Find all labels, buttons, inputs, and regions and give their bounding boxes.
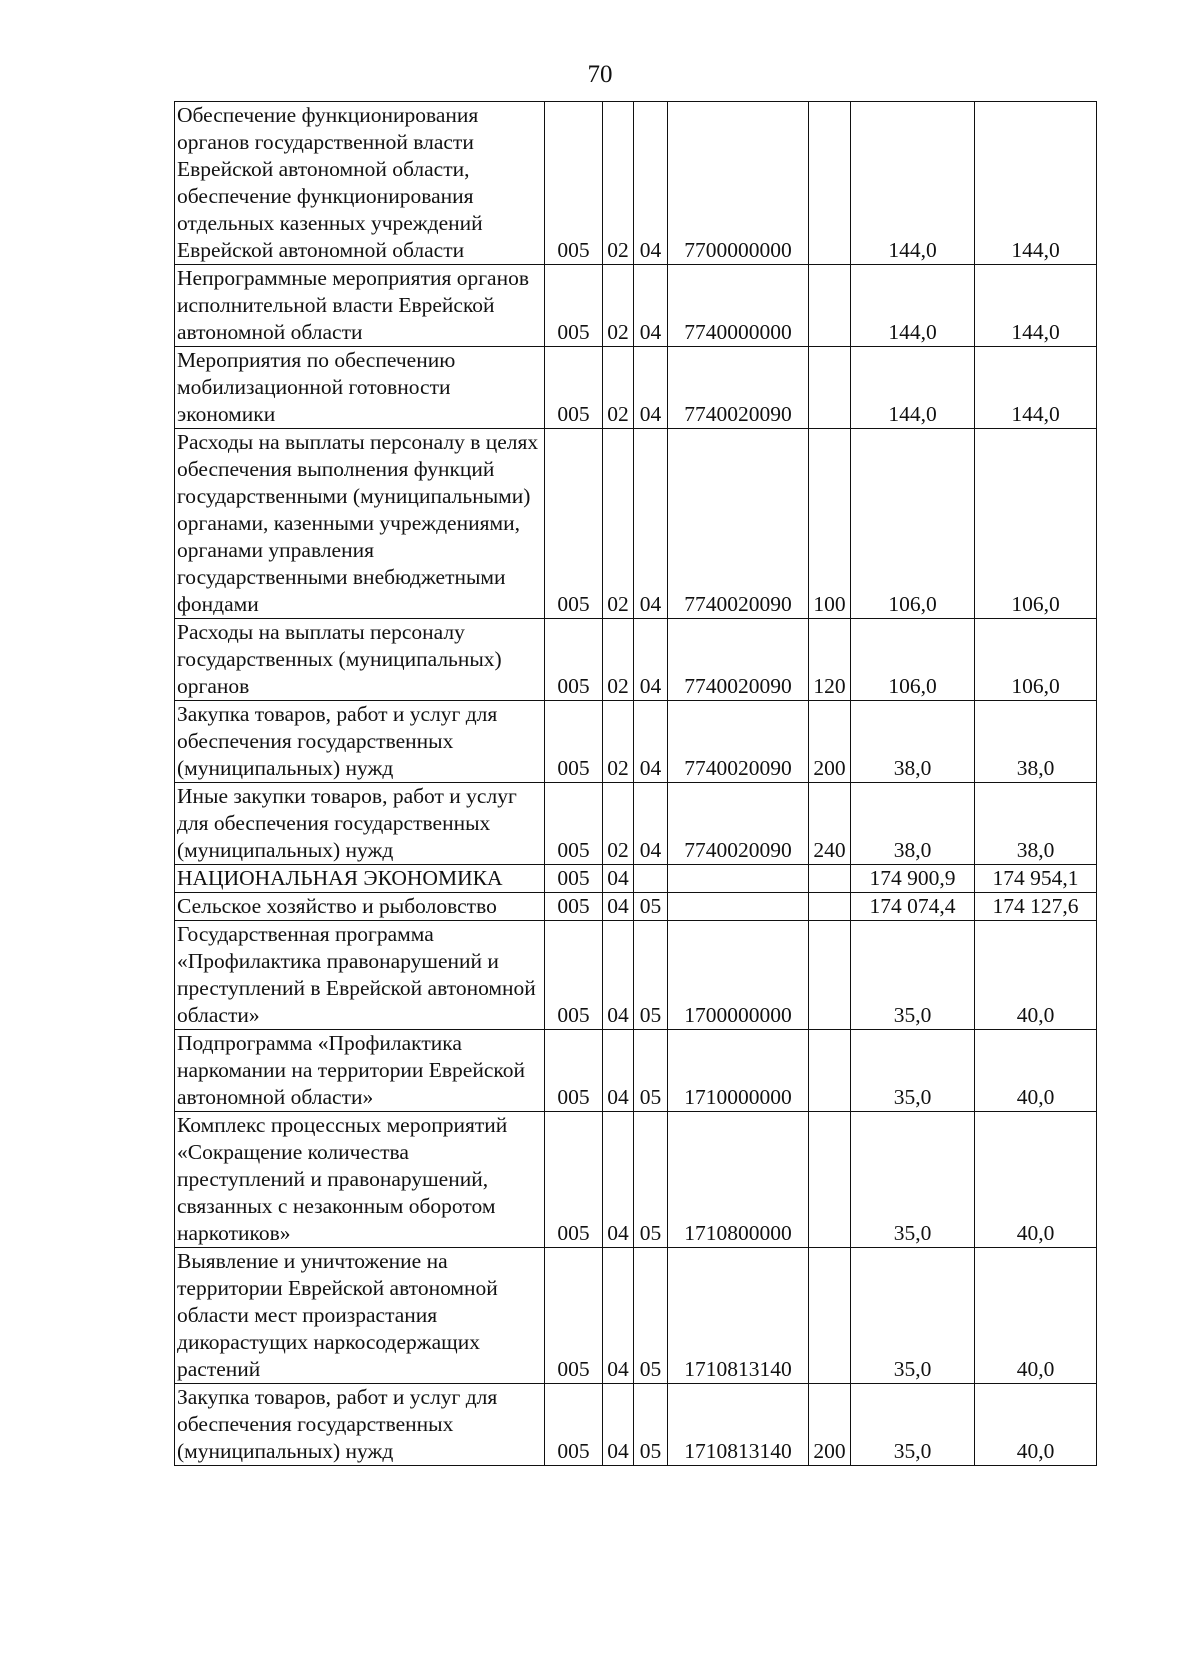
row-pr-cell: 04 <box>634 102 668 265</box>
row-name-cell: Выявление и уничтожение на территории Еврейской автономной области мест произрастания дикорастущих наркосодержащих растений <box>175 1248 545 1384</box>
row-grbs-cell: 005 <box>545 783 603 865</box>
table-row <box>175 429 1097 619</box>
row-csr-cell: 1710813140 <box>668 1248 809 1384</box>
row-sum-2025-cell: 40,0 <box>975 1112 1097 1248</box>
table-row <box>175 1384 1097 1466</box>
row-name-cell: Обеспечение функционирования органов государственной власти Еврейской автономной области, обеспечение функционирования отдельных казенных учреждений Еврейской автономной области <box>175 102 545 265</box>
row-sum-2025-cell: 106,0 <box>975 619 1097 701</box>
row-csr-cell: 1700000000 <box>668 921 809 1030</box>
budget-table <box>174 101 1097 1466</box>
row-vr-cell <box>809 265 851 347</box>
row-pr-cell: 04 <box>634 701 668 783</box>
row-pr-cell <box>634 865 668 893</box>
row-csr-cell <box>668 893 809 921</box>
row-pr-cell: 05 <box>634 1248 668 1384</box>
table-row <box>175 783 1097 865</box>
row-name-cell: Закупка товаров, работ и услуг для обеспечения государственных (муниципальных) нужд <box>175 701 545 783</box>
row-csr-cell: 1710800000 <box>668 1112 809 1248</box>
row-pr-cell: 05 <box>634 921 668 1030</box>
row-rz-cell: 02 <box>603 619 634 701</box>
row-grbs-cell: 005 <box>545 893 603 921</box>
row-vr-cell <box>809 1248 851 1384</box>
row-csr-cell: 7740020090 <box>668 783 809 865</box>
row-sum-2025-cell: 144,0 <box>975 265 1097 347</box>
row-sum-2024-cell: 35,0 <box>851 1030 975 1112</box>
row-pr-cell: 04 <box>634 429 668 619</box>
row-csr-cell: 7700000000 <box>668 102 809 265</box>
row-rz-cell: 02 <box>603 347 634 429</box>
row-vr-cell <box>809 102 851 265</box>
row-name-cell: Расходы на выплаты персоналу государственных (муниципальных) органов <box>175 619 545 701</box>
row-sum-2024-cell: 35,0 <box>851 921 975 1030</box>
row-pr-cell: 04 <box>634 265 668 347</box>
row-vr-cell <box>809 1030 851 1112</box>
row-rz-cell: 04 <box>603 1384 634 1466</box>
row-name-cell: Иные закупки товаров, работ и услуг для обеспечения государственных (муниципальных) нужд <box>175 783 545 865</box>
row-grbs-cell: 005 <box>545 1030 603 1112</box>
row-rz-cell: 04 <box>603 1030 634 1112</box>
table-row <box>175 921 1097 1030</box>
table-row <box>175 265 1097 347</box>
row-sum-2024-cell: 35,0 <box>851 1112 975 1248</box>
row-grbs-cell: 005 <box>545 265 603 347</box>
row-grbs-cell: 005 <box>545 619 603 701</box>
row-sum-2024-cell: 144,0 <box>851 265 975 347</box>
row-rz-cell: 04 <box>603 893 634 921</box>
row-grbs-cell: 005 <box>545 1384 603 1466</box>
row-csr-cell: 7740020090 <box>668 619 809 701</box>
row-csr-cell: 7740000000 <box>668 265 809 347</box>
row-name-cell: Подпрограмма «Профилактика наркомании на территории Еврейской автономной области» <box>175 1030 545 1112</box>
row-csr-cell: 7740020090 <box>668 701 809 783</box>
row-sum-2025-cell: 144,0 <box>975 347 1097 429</box>
row-name-cell: Комплекс процессных мероприятий «Сокращение количества преступлений и правонарушений, связанных с незаконным оборотом наркотиков» <box>175 1112 545 1248</box>
table-row <box>175 701 1097 783</box>
row-rz-cell: 02 <box>603 429 634 619</box>
row-vr-cell <box>809 921 851 1030</box>
row-name-cell: Закупка товаров, работ и услуг для обеспечения государственных (муниципальных) нужд <box>175 1384 545 1466</box>
table-row <box>175 102 1097 265</box>
row-csr-cell: 1710000000 <box>668 1030 809 1112</box>
row-sum-2024-cell: 144,0 <box>851 347 975 429</box>
row-name-cell: НАЦИОНАЛЬНАЯ ЭКОНОМИКА <box>175 865 545 893</box>
row-csr-cell: 1710813140 <box>668 1384 809 1466</box>
row-sum-2025-cell: 40,0 <box>975 921 1097 1030</box>
row-rz-cell: 02 <box>603 701 634 783</box>
row-sum-2025-cell: 106,0 <box>975 429 1097 619</box>
row-sum-2024-cell: 174 074,4 <box>851 893 975 921</box>
row-pr-cell: 05 <box>634 1112 668 1248</box>
row-vr-cell: 200 <box>809 701 851 783</box>
budget-table-body <box>175 102 1097 1466</box>
row-rz-cell: 02 <box>603 102 634 265</box>
row-sum-2024-cell: 35,0 <box>851 1384 975 1466</box>
row-sum-2025-cell: 174 954,1 <box>975 865 1097 893</box>
row-grbs-cell: 005 <box>545 1248 603 1384</box>
row-rz-cell: 02 <box>603 783 634 865</box>
row-grbs-cell: 005 <box>545 429 603 619</box>
table-row <box>175 865 1097 893</box>
row-vr-cell <box>809 1112 851 1248</box>
row-pr-cell: 04 <box>634 347 668 429</box>
row-grbs-cell: 005 <box>545 701 603 783</box>
row-sum-2025-cell: 40,0 <box>975 1248 1097 1384</box>
row-csr-cell <box>668 865 809 893</box>
row-name-cell: Государственная программа «Профилактика правонарушений и преступлений в Еврейской автономной области» <box>175 921 545 1030</box>
row-rz-cell: 02 <box>603 265 634 347</box>
table-row <box>175 619 1097 701</box>
row-sum-2025-cell: 38,0 <box>975 783 1097 865</box>
row-sum-2024-cell: 38,0 <box>851 783 975 865</box>
table-row <box>175 347 1097 429</box>
row-rz-cell: 04 <box>603 921 634 1030</box>
row-sum-2025-cell: 38,0 <box>975 701 1097 783</box>
row-sum-2024-cell: 106,0 <box>851 429 975 619</box>
row-rz-cell: 04 <box>603 865 634 893</box>
row-sum-2024-cell: 144,0 <box>851 102 975 265</box>
row-name-cell: Расходы на выплаты персоналу в целях обеспечения выполнения функций государственными (муниципальными) органами, казенными учреждениями, органами управления государственными внебюджетными фондами <box>175 429 545 619</box>
row-grbs-cell: 005 <box>545 347 603 429</box>
row-pr-cell: 04 <box>634 619 668 701</box>
row-grbs-cell: 005 <box>545 865 603 893</box>
row-sum-2025-cell: 40,0 <box>975 1384 1097 1466</box>
row-grbs-cell: 005 <box>545 921 603 1030</box>
table-row <box>175 1112 1097 1248</box>
table-row <box>175 1030 1097 1112</box>
row-name-cell: Сельское хозяйство и рыболовство <box>175 893 545 921</box>
row-csr-cell: 7740020090 <box>668 347 809 429</box>
row-rz-cell: 04 <box>603 1112 634 1248</box>
row-vr-cell <box>809 347 851 429</box>
row-name-cell: Мероприятия по обеспечению мобилизационной готовности экономики <box>175 347 545 429</box>
row-grbs-cell: 005 <box>545 102 603 265</box>
row-vr-cell <box>809 893 851 921</box>
row-sum-2024-cell: 174 900,9 <box>851 865 975 893</box>
row-pr-cell: 05 <box>634 1030 668 1112</box>
row-grbs-cell: 005 <box>545 1112 603 1248</box>
row-sum-2025-cell: 144,0 <box>975 102 1097 265</box>
row-sum-2025-cell: 174 127,6 <box>975 893 1097 921</box>
row-pr-cell: 05 <box>634 893 668 921</box>
row-vr-cell: 120 <box>809 619 851 701</box>
page-number: 70 <box>587 61 613 88</box>
row-vr-cell: 200 <box>809 1384 851 1466</box>
row-vr-cell <box>809 865 851 893</box>
row-sum-2024-cell: 35,0 <box>851 1248 975 1384</box>
row-vr-cell: 240 <box>809 783 851 865</box>
table-row <box>175 1248 1097 1384</box>
row-rz-cell: 04 <box>603 1248 634 1384</box>
row-pr-cell: 05 <box>634 1384 668 1466</box>
table-row <box>175 893 1097 921</box>
row-vr-cell: 100 <box>809 429 851 619</box>
row-sum-2025-cell: 40,0 <box>975 1030 1097 1112</box>
row-name-cell: Непрограммные мероприятия органов исполнительной власти Еврейской автономной области <box>175 265 545 347</box>
row-pr-cell: 04 <box>634 783 668 865</box>
row-sum-2024-cell: 38,0 <box>851 701 975 783</box>
row-sum-2024-cell: 106,0 <box>851 619 975 701</box>
row-csr-cell: 7740020090 <box>668 429 809 619</box>
